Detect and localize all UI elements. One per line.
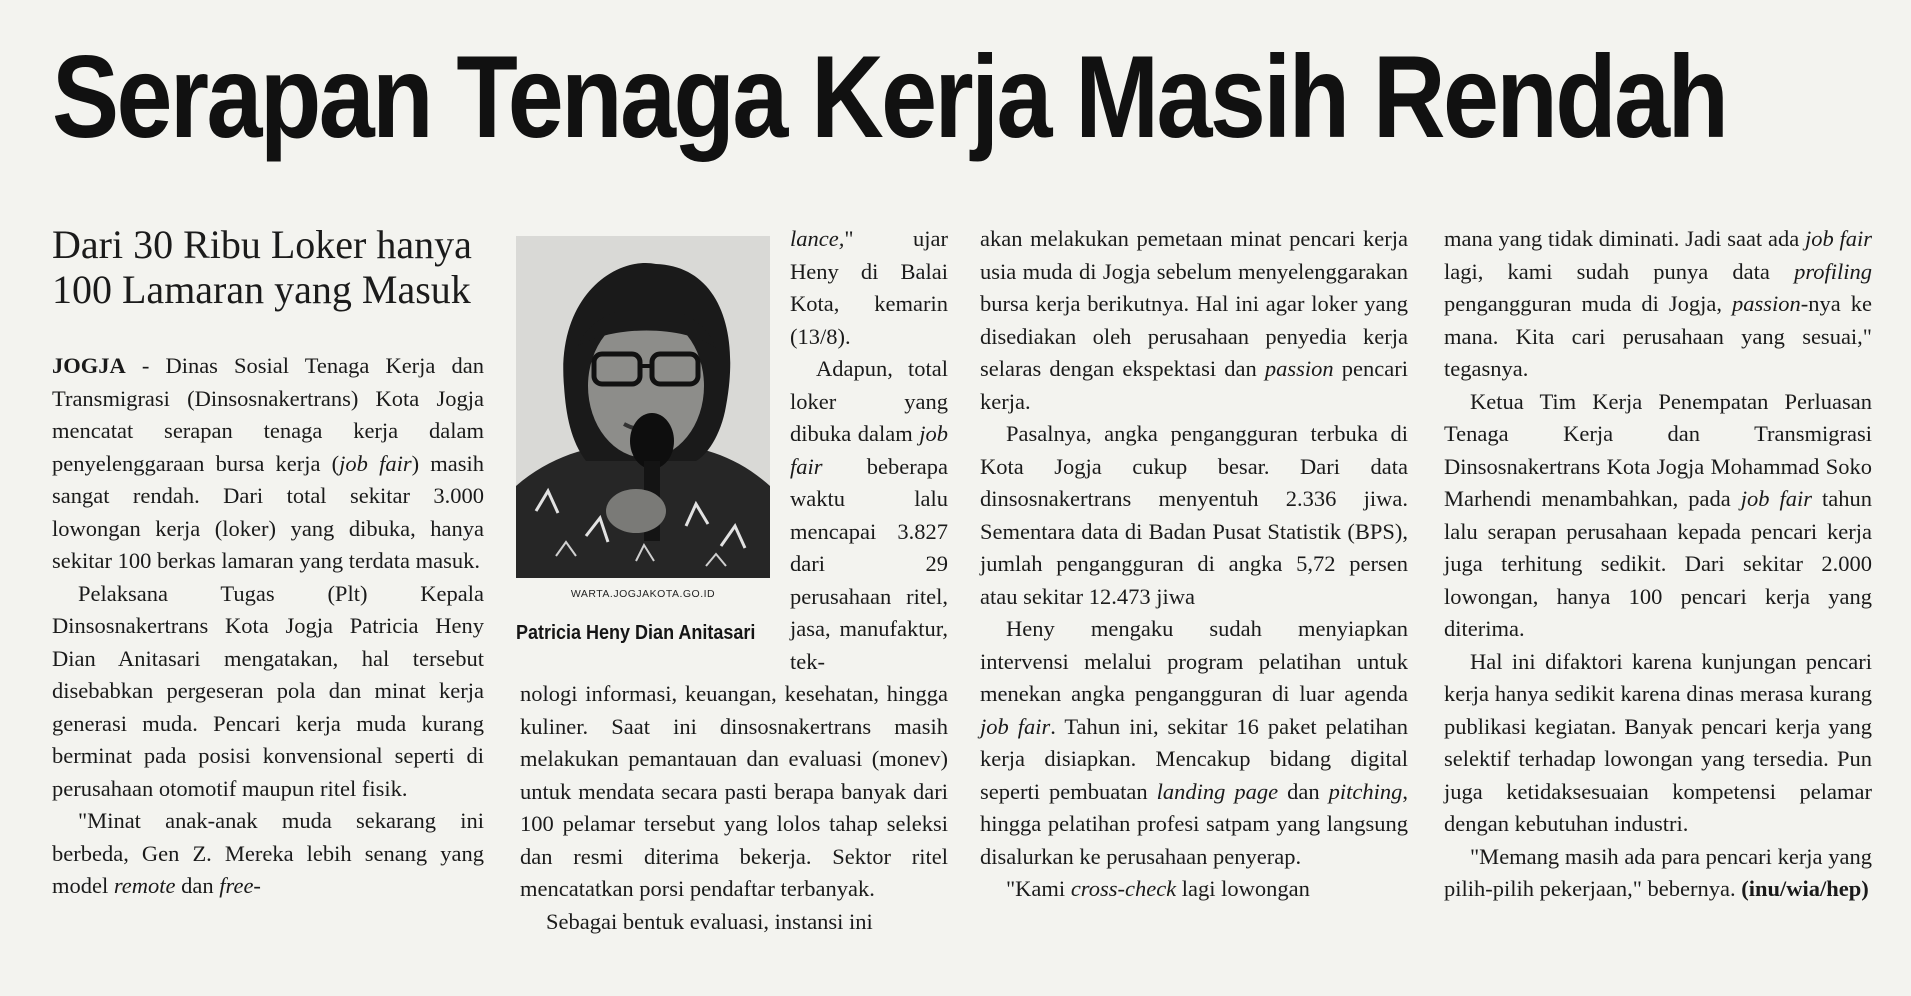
paragraph-4: Adapun, total loker yang dibuka dalam job fair beberapa waktu lalu mencapai 3.827 dari 29 perusahaan ritel, jasa, manufaktur, tek- [790, 356, 948, 674]
portrait-image [516, 236, 770, 578]
paragraph-5: Sebagai bentuk evaluasi, instansi ini [546, 908, 873, 934]
paragraph-10: Hal ini difaktori karena kunjungan pencari kerja hanya sedikit karena dinas merasa kurang publikasi kegiatan. Banyak pencari kerja yang selektif terhadap lowongan yang tersedia. Pun juga ketidaksesuaian kompetensi pelamar dengan kebutuhan industri. [1444, 648, 1872, 836]
paragraph-8: "Kami cross-check lagi lowongan [1006, 876, 1310, 901]
paragraph-9: Ketua Tim Kerja Penempatan Perluasan Tenaga Kerja dan Transmigrasi Dinsosnakertrans Kota Jogja Mohammad Soko Marhendi menambahkan, pada job fair tahun lalu serapan perusahaan kepada pencari kerja juga terhitung sedikit. Dari sekitar 2.000 lowongan, hanya 100 pencari kerja yang diterima. [1444, 388, 1872, 641]
article-column-2-top [790, 223, 948, 678]
subhead-line-2: 100 Lamaran yang Masuk [52, 267, 471, 312]
paragraph-5-continued: akan melakukan pemetaan minat pencari kerja usia muda di Jogja sebelum menyelenggarakan bursa kerja berikutnya. Hal ini agar loker yang disediakan oleh perusahaan penyedia kerja selaras dengan ekspektasi dan passion pencari kerja. [980, 226, 1408, 414]
subheadline [52, 222, 492, 312]
article-column-1 [52, 350, 484, 903]
paragraph-6: Pasalnya, angka pengangguran terbuka di Kota Jogja cukup besar. Dari data dinsosnakertrans menyentuh 2.336 jiwa. Sementara data di Badan Pusat Statistik (BPS), jumlah pengangguran di angka 5,72 persen atau sekitar 12.473 jiwa [980, 421, 1408, 609]
paragraph-7: Heny mengaku sudah menyiapkan intervensi melalui program pelatihan untuk menekan angka pengangguran di luar agenda job fair. Tahun ini, sekitar 16 paket pelatihan kerja disiapkan. Mencakup bidang digital seperti pembuatan landing page dan pitching, hingga pelatihan profesi satpam yang langsung disalurkan ke perusahaan penyerap. [980, 616, 1408, 869]
headline: Serapan Tenaga Kerja Masih Rendah [52, 31, 1727, 162]
portrait-photo [516, 236, 770, 578]
paragraph-3: "Minat anak-anak muda sekarang ini berbeda, Gen Z. Mereka lebih senang yang model remote dan free- [52, 808, 484, 898]
subhead-line-1: Dari 30 Ribu Loker hanya [52, 222, 472, 267]
paragraph-3-continued: lance," ujar Heny di Balai Kota, kemarin (13/8). [790, 226, 948, 349]
article-column-2-bottom [520, 678, 948, 938]
paragraph-2: Pelaksana Tugas (Plt) Kepala Dinsosnakertrans Kota Jogja Patricia Heny Dian Anitasari mengatakan, hal tersebut disebabkan pergeseran pola dan minat kerja generasi muda. Pencari kerja muda kurang berminat pada posisi konvensional seperti di perusahaan otomotif maupun ritel fisik. [52, 580, 484, 801]
dateline: JOGJA [52, 353, 126, 378]
article-column-3 [980, 223, 1408, 906]
paragraph-11: "Memang masih ada para pencari kerja yang pilih-pilih pekerjaan," bebernya. (inu/wia/hep) [1444, 843, 1872, 901]
article-column-4 [1444, 223, 1872, 906]
paragraph-4-continued: nologi informasi, keuangan, kesehatan, hingga kuliner. Saat ini dinsosnakertrans masih melakukan pemantauan dan evaluasi (monev) untuk mendata secara pasti berapa banyak dari 100 pelamar tersebut yang lolos tahap seleksi dan resmi diterima bekerja. Sektor ritel mencatatkan porsi pendaftar terbanyak. [520, 681, 948, 901]
photo-caption: Patricia Heny Dian Anitasari [516, 622, 756, 644]
photo-credit: WARTA.JOGJAKOTA.GO.ID [570, 588, 716, 600]
paragraph-1: JOGJA - Dinas Sosial Tenaga Kerja dan Transmigrasi (Dinsosnakertrans) Kota Jogja mencatat serapan tenaga kerja dalam penyelenggaraan bursa kerja (job fair) masih sangat rendah. Dari total sekitar 3.000 lowongan kerja (loker) yang dibuka, hanya sekitar 100 berkas lamaran yang terdata masuk. [52, 353, 484, 573]
paragraph-8-continued: mana yang tidak diminati. Jadi saat ada job fair lagi, kami sudah punya data profiling pengangguran muda di Jogja, passion-nya ke mana. Kita cari perusahaan yang sesuai," tegasnya. [1444, 226, 1873, 381]
byline: (inu/wia/hep) [1741, 876, 1869, 901]
